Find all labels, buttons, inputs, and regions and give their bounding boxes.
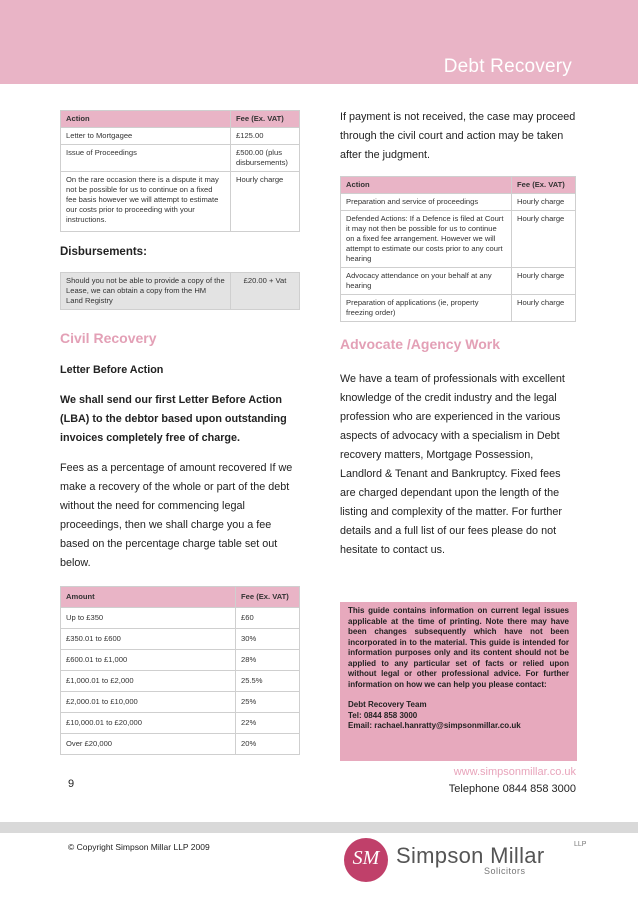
table-cell: £1,000.01 to £2,000 bbox=[61, 671, 236, 692]
table-cell: £10,000.01 to £20,000 bbox=[61, 713, 236, 734]
table-cell: Should you not be able to provide a copy of the Lease, we can obtain a copy from the HM Land Registry bbox=[61, 273, 231, 310]
page-title: Debt Recovery bbox=[443, 56, 572, 77]
table-cell: 30% bbox=[236, 629, 300, 650]
table-row bbox=[61, 713, 300, 734]
table-cell: £500.00 (plus disbursements) bbox=[231, 145, 300, 172]
table-header-row bbox=[61, 587, 300, 608]
table-row bbox=[341, 211, 576, 268]
logo-llp: LLP bbox=[574, 841, 587, 848]
lba-text: We shall send our first Letter Before Action (LBA) to the debtor based upon outstanding invoices completely free of charge. bbox=[60, 394, 287, 444]
footer-band bbox=[0, 822, 638, 833]
table-cell: 25% bbox=[236, 692, 300, 713]
table-cell: Preparation and service of proceedings bbox=[341, 194, 512, 211]
table-row bbox=[61, 671, 300, 692]
table-row bbox=[61, 128, 300, 145]
notice-tel: Tel: 0844 858 3000 bbox=[348, 710, 418, 720]
telephone: Telephone 0844 858 3000 bbox=[448, 783, 576, 795]
table-cell: 28% bbox=[236, 650, 300, 671]
logo bbox=[344, 838, 594, 882]
logo-sub: Solicitors bbox=[484, 866, 526, 876]
logo-name: Simpson Millar bbox=[396, 843, 545, 868]
fees-text: Fees as a percentage of amount recovered If we make a recovery of the whole or part of the debt without the need for commencing legal proceedings, then we shall charge you a fee based on the percentage charge table set out below. bbox=[60, 462, 293, 569]
table-header-cell: Fee (Ex. VAT) bbox=[236, 587, 300, 608]
table-row bbox=[61, 650, 300, 671]
table-cell: Letter to Mortgagee bbox=[61, 128, 231, 145]
civil-recovery-heading: Civil Recovery bbox=[60, 330, 157, 346]
table-cell: Defended Actions: If a Defence is filed at Court it may not then be possible for us to continue on a fixed fee arrangement. However we will attempt to estimate our costs prior to any court hearing bbox=[341, 211, 512, 268]
fee-table bbox=[60, 110, 300, 232]
table-row bbox=[61, 172, 300, 232]
table-cell: Over £20,000 bbox=[61, 734, 236, 755]
table-header-cell: Amount bbox=[61, 587, 236, 608]
table-cell: Issue of Proceedings bbox=[61, 145, 231, 172]
table-cell: Hourly charge bbox=[512, 211, 576, 268]
table-cell: 22% bbox=[236, 713, 300, 734]
table-row bbox=[61, 692, 300, 713]
table-row bbox=[61, 145, 300, 172]
table-cell: £600.01 to £1,000 bbox=[61, 650, 236, 671]
table-row bbox=[341, 194, 576, 211]
table-cell: 20% bbox=[236, 734, 300, 755]
notice-box bbox=[340, 602, 577, 761]
table-cell: £125.00 bbox=[231, 128, 300, 145]
notice-email[interactable]: Email: rachael.hanratty@simpsonmillar.co.uk bbox=[348, 721, 521, 730]
table-row bbox=[61, 629, 300, 650]
table-header-cell: Fee (Ex. VAT) bbox=[512, 177, 576, 194]
table-cell: £60 bbox=[236, 608, 300, 629]
table-header-cell: Action bbox=[341, 177, 512, 194]
table-cell: Hourly charge bbox=[512, 268, 576, 295]
lba-heading: Letter Before Action bbox=[60, 364, 164, 376]
advocate-text: We have a team of professionals with excellent knowledge of the credit industry and the legal profession who are experienced in the various aspects of advocacy with a specialism in Debt recovery matters, Mortgage Possession, Landlord & Tenant and Bankruptcy. Fixed fees are charged dependant upon the length of the listing and complexity of the matter. For further details and a full list of our fees please do not hesitate to contact us. bbox=[340, 373, 565, 556]
table-cell: On the rare occasion there is a dispute it may not be possible for us to continue on a fixed fee basis however we will attempt to estimate our costs prior to proceeding with your instructions. bbox=[61, 172, 231, 232]
table-header-cell: Action bbox=[61, 111, 231, 128]
table-cell: Hourly charge bbox=[231, 172, 300, 232]
advocate-heading: Advocate /Agency Work bbox=[340, 336, 501, 352]
table-row bbox=[61, 273, 300, 310]
table-cell: £20.00 + Vat bbox=[231, 273, 300, 310]
logo-monogram-icon bbox=[344, 838, 388, 882]
logo-monogram: SM bbox=[352, 847, 380, 869]
table-cell: Hourly charge bbox=[512, 295, 576, 322]
table-cell: Preparation of applications (ie, property freezing order) bbox=[341, 295, 512, 322]
table-cell: 25.5% bbox=[236, 671, 300, 692]
right-column bbox=[340, 108, 576, 560]
table-cell: Hourly charge bbox=[512, 194, 576, 211]
right-intro: If payment is not received, the case may proceed through the civil court and action may be taken after the judgment. bbox=[340, 111, 576, 161]
notice-team: Debt Recovery Team bbox=[348, 700, 427, 709]
notice-text: This guide contains information on current legal issues applicable at the time of printing. Note there may have been changes subsequently which have not been incorporated in to the material. This guide is intended for information purposes only and its content should not be applied to any particular set of facts or relied upon without legal or other professional advice. For further information on how we can help you please contact: bbox=[348, 606, 569, 689]
action-table bbox=[340, 176, 576, 322]
table-row bbox=[341, 268, 576, 295]
table-row bbox=[61, 734, 300, 755]
table-cell: £350.01 to £600 bbox=[61, 629, 236, 650]
table-cell: Up to £350 bbox=[61, 608, 236, 629]
percentage-table bbox=[60, 586, 300, 755]
table-row bbox=[61, 608, 300, 629]
table-cell: £2,000.01 to £10,000 bbox=[61, 692, 236, 713]
table-header-row bbox=[61, 111, 300, 128]
table-header-row bbox=[341, 177, 576, 194]
website-link[interactable]: www.simpsonmillar.co.uk bbox=[453, 766, 576, 778]
table-header-cell: Fee (Ex. VAT) bbox=[231, 111, 300, 128]
left-column bbox=[60, 110, 300, 755]
disbursements-table bbox=[60, 272, 300, 310]
table-row bbox=[341, 295, 576, 322]
page-number: 9 bbox=[68, 778, 75, 790]
disbursements-heading: Disbursements: bbox=[60, 246, 147, 258]
table-cell: Advocacy attendance on your behalf at any hearing bbox=[341, 268, 512, 295]
copyright: © Copyright Simpson Millar LLP 2009 bbox=[68, 842, 210, 852]
